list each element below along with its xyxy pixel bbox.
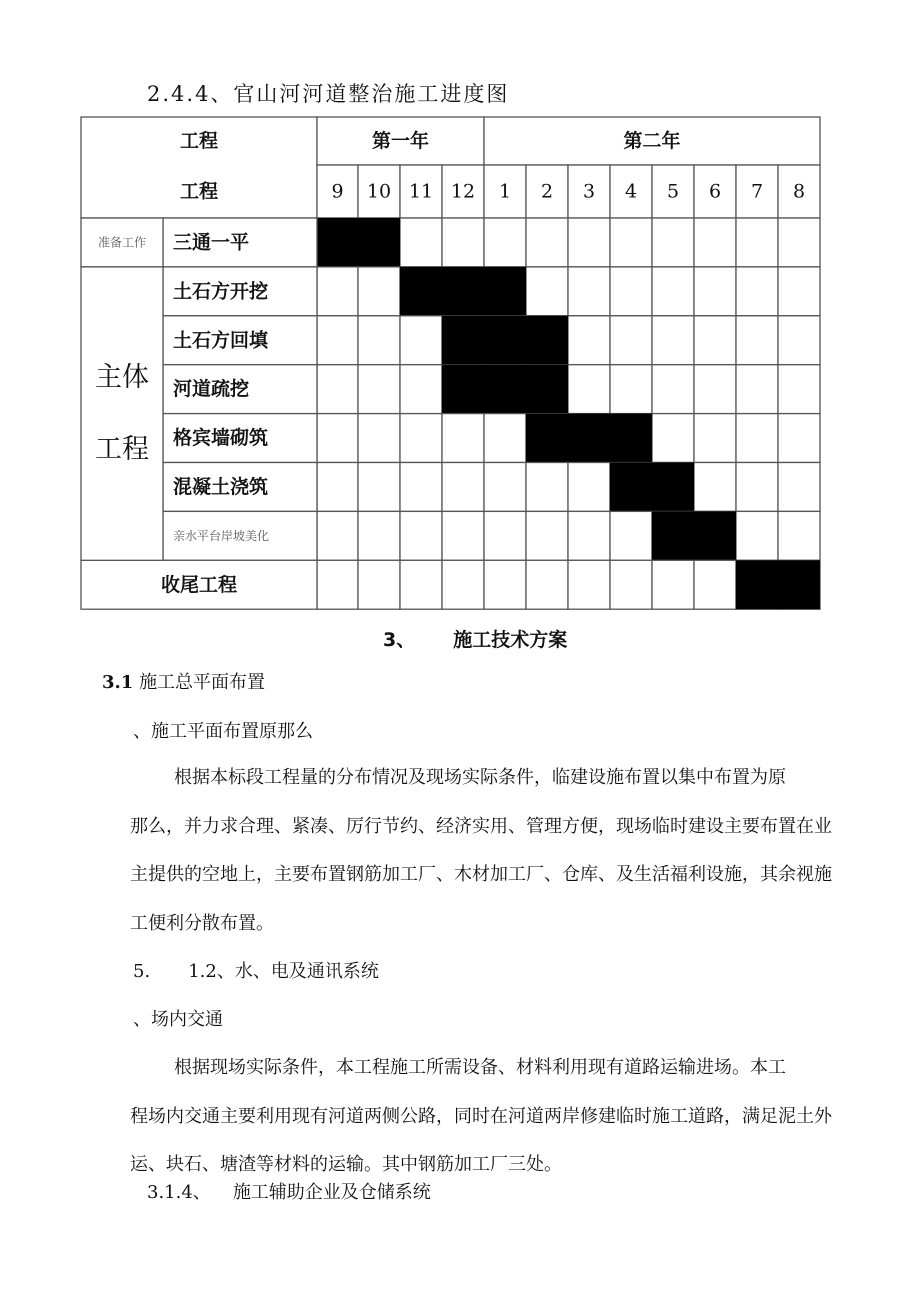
paragraph-layout (130, 754, 842, 948)
grid-cell (736, 414, 778, 463)
grid-cell (736, 463, 778, 512)
grid-cell (694, 316, 736, 365)
grid-cell (736, 365, 778, 414)
grid-cell (358, 560, 400, 609)
gantt-bar (526, 414, 652, 463)
grid-cell (610, 316, 652, 365)
gantt-bar (736, 560, 820, 609)
grid-cell (694, 463, 736, 512)
grid-cell (778, 218, 820, 267)
grid-cell (694, 414, 736, 463)
gantt-bar (652, 511, 736, 560)
subheading-layout-principle: 、施工平面布置原那么 (133, 721, 313, 742)
task-label: 混凝土浇筑 (173, 475, 269, 498)
grid-cell (400, 316, 442, 365)
section-3-1-heading (102, 668, 265, 694)
grid-cell (484, 463, 526, 512)
section-3-1-2-heading (133, 957, 379, 983)
grid-cell (694, 560, 736, 609)
grid-cell (400, 414, 442, 463)
grid-cell (526, 511, 568, 560)
grid-cell (442, 414, 484, 463)
task-label: 收尾工程 (160, 573, 238, 596)
grid-cell (317, 511, 358, 560)
section-3-number: 3、 (383, 629, 416, 651)
grid-cell (778, 316, 820, 365)
grid-cell (568, 218, 610, 267)
grid-cell (652, 365, 694, 414)
grid-cell (610, 511, 652, 560)
group-label-cell (81, 267, 163, 560)
grid-cell (442, 511, 484, 560)
month-label: 7 (750, 180, 764, 203)
grid-cell (694, 365, 736, 414)
task-label: 土石方回填 (173, 329, 269, 352)
task-label: 三通一平 (173, 231, 250, 254)
grid-cell (400, 511, 442, 560)
grid-cell (317, 560, 358, 609)
paragraph-layout-rest: 那么，并力求合理、紧凑、厉行节约、经济实用、管理方便，现场临时建设主要布置在业主提供的空地上，主要布置钢筋加工厂、木材加工厂、仓库、及生活福利设施，其余视施工便利分散布置。 (130, 815, 832, 934)
grid-cell (568, 316, 610, 365)
month-label: 12 (450, 180, 476, 203)
grid-cell (778, 511, 820, 560)
group-label-line: 主体 (95, 362, 149, 394)
month-label: 1 (498, 180, 512, 203)
month-label: 6 (708, 180, 722, 203)
grid-cell (568, 267, 610, 316)
grid-cell (652, 414, 694, 463)
month-label: 8 (792, 180, 806, 203)
month-label: 2 (540, 180, 554, 203)
gantt-chart (0, 0, 920, 620)
task-label: 河道疏挖 (173, 378, 250, 401)
section-3-1-2-number: 5. (133, 961, 151, 982)
paragraph-traffic-first-line: 根据现场实际条件，本工程施工所需设备、材料利用现有道路运输进场。本工 (174, 1057, 786, 1078)
gantt-bar (610, 463, 694, 512)
grid-cell (442, 560, 484, 609)
grid-cell (778, 463, 820, 512)
grid-cell (484, 414, 526, 463)
grid-cell (736, 218, 778, 267)
task-label: 土石方开挖 (173, 280, 269, 303)
grid-cell (652, 267, 694, 316)
grid-cell (568, 511, 610, 560)
month-label: 10 (366, 180, 392, 203)
section-3-1-4-title: 施工辅助企业及仓储系统 (232, 1182, 431, 1203)
grid-cell (526, 560, 568, 609)
grid-cell (358, 463, 400, 512)
task-label: 格宾墙砌筑 (173, 427, 269, 450)
grid-cell (358, 511, 400, 560)
grid-cell (442, 463, 484, 512)
header-project-label-bottom: 工程 (179, 180, 219, 203)
year1-label: 第一年 (371, 130, 430, 152)
section-3-1-2-title: 1.2、水、电及通讯系统 (188, 961, 379, 982)
grid-cell (652, 316, 694, 365)
grid-cell (652, 218, 694, 267)
section-3-1-4-heading (147, 1178, 431, 1204)
month-label: 5 (666, 180, 680, 203)
grid-cell (652, 560, 694, 609)
grid-cell (736, 511, 778, 560)
grid-cell (358, 316, 400, 365)
month-label: 11 (408, 180, 434, 203)
grid-cell (610, 365, 652, 414)
grid-cell (610, 560, 652, 609)
month-label: 4 (624, 180, 638, 203)
paragraph-traffic (130, 1044, 842, 1190)
section-3-1-4-number: 3.1.4、 (147, 1182, 211, 1203)
grid-cell (568, 365, 610, 414)
header-project-label-top: 工程 (179, 130, 219, 152)
grid-cell (317, 267, 358, 316)
grid-cell (317, 414, 358, 463)
grid-cell (317, 316, 358, 365)
grid-cell (317, 463, 358, 512)
grid-cell (358, 365, 400, 414)
grid-cell (400, 463, 442, 512)
section-3-1-title: 施工总平面布置 (139, 672, 266, 693)
section-3-heading (383, 625, 567, 652)
gantt-bar (442, 316, 568, 365)
month-label: 3 (582, 180, 596, 203)
grid-cell (526, 463, 568, 512)
group-label-line: 工程 (95, 434, 149, 466)
group-label: 准备工作 (97, 235, 147, 250)
grid-cell (442, 218, 484, 267)
document-title: 2.4.4、官山河河道整治施工进度图 (147, 82, 510, 106)
month-label: 9 (331, 180, 344, 203)
grid-cell (694, 218, 736, 267)
grid-cell (736, 267, 778, 316)
paragraph-traffic-rest: 程场内交通主要利用现有河道两侧公路，同时在河道两岸修建临时施工道路，满足泥土外运、块石、塘渣等材料的运输。其中钢筋加工厂三处。 (130, 1105, 832, 1175)
grid-cell (484, 511, 526, 560)
grid-cell (400, 218, 442, 267)
section-3-title: 施工技术方案 (453, 629, 568, 651)
grid-cell (484, 218, 526, 267)
task-label: 亲水平台岸坡美化 (173, 528, 270, 543)
grid-cell (358, 414, 400, 463)
grid-cell (526, 267, 568, 316)
gantt-bar (442, 365, 568, 414)
year2-label: 第二年 (623, 130, 681, 152)
paragraph-layout-first-line: 根据本标段工程量的分布情况及现场实际条件，临建设施布置以集中布置为原 (174, 767, 786, 788)
grid-cell (317, 365, 358, 414)
grid-cell (778, 365, 820, 414)
grid-cell (526, 218, 568, 267)
gantt-bar (400, 267, 526, 316)
grid-cell (610, 267, 652, 316)
grid-cell (610, 218, 652, 267)
grid-cell (568, 560, 610, 609)
grid-cell (694, 267, 736, 316)
grid-cell (778, 414, 820, 463)
section-3-1-number: 3.1 (102, 672, 134, 693)
grid-cell (400, 560, 442, 609)
subheading-site-traffic: 、场内交通 (133, 1009, 223, 1030)
gantt-bar (317, 218, 400, 267)
grid-cell (484, 560, 526, 609)
grid-cell (358, 267, 400, 316)
grid-cell (400, 365, 442, 414)
grid-cell (778, 267, 820, 316)
grid-cell (736, 316, 778, 365)
grid-cell (568, 463, 610, 512)
